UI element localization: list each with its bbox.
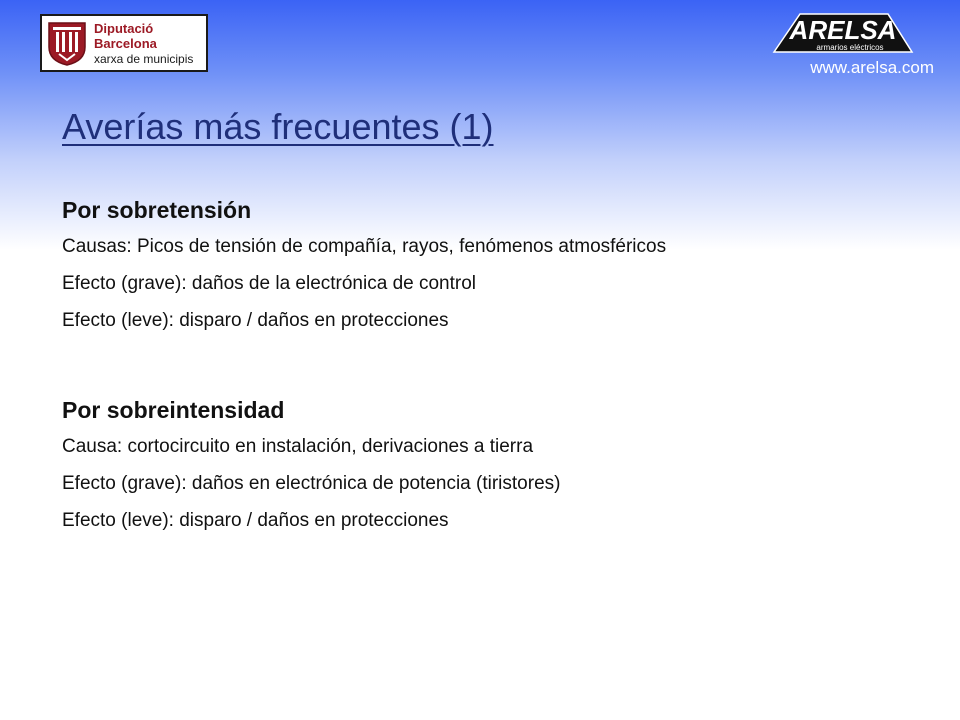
diputacio-line-2: Barcelona: [94, 36, 157, 51]
arelsa-tagline: armarios eléctricos: [816, 43, 884, 52]
section-line: Causas: Picos de tensión de compañía, rayos, fenómenos atmosféricos: [62, 236, 667, 257]
section-line: Efecto (leve): disparo / daños en protecciones: [62, 310, 449, 331]
diputacio-line-1: Diputació: [94, 21, 154, 36]
section-line: Efecto (grave): daños en electrónica de potencia (tiristores): [62, 473, 561, 494]
section-line: Efecto (grave): daños de la electrónica de control: [62, 273, 477, 294]
slide-title: Averías más frecuentes (1): [62, 106, 494, 147]
diputacio-line-3: xarxa de municipis: [94, 52, 194, 66]
section-heading: Por sobretensión: [62, 197, 252, 223]
diputacio-shield-icon: [47, 21, 87, 67]
section-line: Causa: cortocircuito en instalación, derivaciones a tierra: [62, 436, 534, 457]
section-heading: Por sobreintensidad: [62, 397, 285, 423]
arelsa-logo-mark: [770, 10, 916, 56]
section-overvoltage: [62, 196, 666, 331]
arelsa-logo: [770, 10, 916, 56]
arelsa-name: ARELSA: [789, 15, 897, 45]
section-line: Efecto (leve): disparo / daños en protecciones: [62, 510, 449, 531]
diputacio-logo: [40, 14, 208, 72]
website-url: www.arelsa.com: [810, 58, 934, 77]
section-overcurrent: [62, 396, 560, 531]
